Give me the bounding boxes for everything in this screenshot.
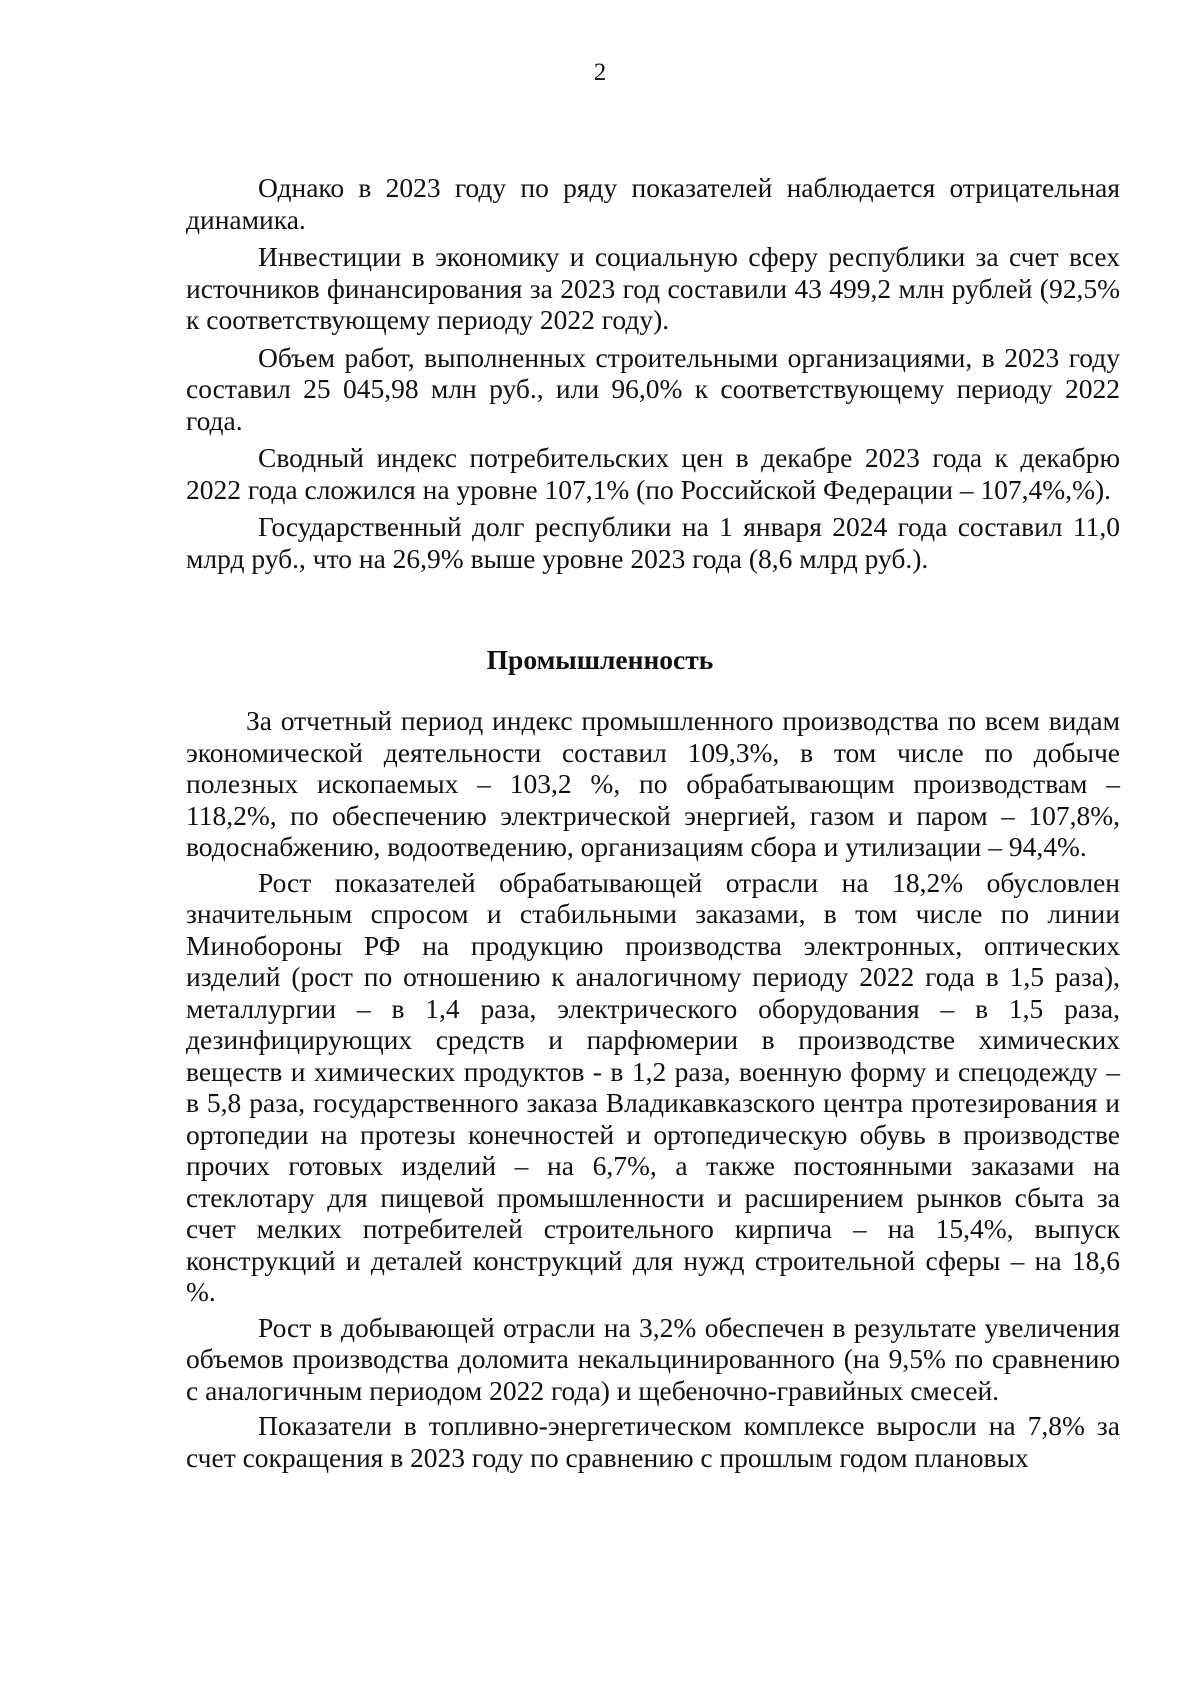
paragraph-industrial-index: За отчетный период индекс промышленного производства по всем видам экономической деятельности составил 109,3%, в том числе по добыче полезных ископаемых – 103,2 %, по обрабатывающим производствам – 118,2%, по обеспечению электрической энергией, газом и паром – 107,8%, водоснабжению, водоотведению, организациям сбора и утилизации – 94,4%. [186,705,1120,862]
paragraph-mining-growth: Рост в добывающей отрасли на 3,2% обеспечен в результате увеличения объемов производства доломита некальцинированного (на 9,5% по сравнению с аналогичным периодом 2022 года) и щебеночно-гравийных смесей. [186,1311,1120,1406]
paragraph-consumer-price-index: Сводный индекс потребительских цен в декабре 2023 года к декабрю 2022 года сложился на уровне 107,1% (по Российской Федерации – 107,4%,%). [186,442,1120,505]
paragraph-negative-dynamics: Однако в 2023 году по ряду показателей наблюдается отрицательная динамика. [186,172,1120,235]
paragraph-public-debt: Государственный долг республики на 1 января 2024 года составил 11,0 млрд руб., что на 26,9% выше уровне 2023 года (8,6 млрд руб.). [186,511,1120,574]
paragraph-manufacturing-growth: Рост показателей обрабатывающей отрасли на 18,2% обусловлен значительным спросом и стабильными заказами, в том числе по линии Минобороны РФ на продукцию производства электронных, оптических изделий (рост по отношению к аналогичному периоду 2022 года в 1,5 раза), металлургии – в 1,4 раза, электрического оборудования – в 1,5 раза, дезинфицирующих средств и парфюмерии в производстве химических веществ и химических продуктов - в 1,2 раза, военную форму и спецодежду – в 5,8 раза, государственного заказа Владикавказского центра протезирования и ортопедии на протезы конечностей и ортопедическую обувь в производстве прочих готовых изделий – на 6,7%, а также постоянными заказами на стеклотару для пищевой промышленности и расширением рынков сбыта за счет мелких потребителей строительного кирпича – на 15,4%, выпуск конструкций и деталей конструкций для нужд строительной сферы – на 18,6 %. [186,866,1120,1307]
paragraph-energy-complex: Показатели в топливно-энергетическом комплексе выросли на 7,8% за счет сокращения в 2023 году по сравнению с прошлым годом плановых [186,1410,1120,1473]
paragraph-construction-volume: Объем работ, выполненных строительными организациями, в 2023 году составил 25 045,98 млн руб., или 96,0% к соответствующему периоду 2022 года. [186,341,1120,436]
paragraph-investments: Инвестиции в экономику и социальную сферу республики за счет всех источников финансирования за 2023 год составили 43 499,2 млн рублей (92,5% к соответствующему периоду 2022 году). [186,241,1120,335]
industry-text-block [186,705,1120,1473]
page-number: 2 [593,59,607,86]
intro-text-block [186,172,1120,574]
section-heading-industry: Промышленность [486,644,714,675]
